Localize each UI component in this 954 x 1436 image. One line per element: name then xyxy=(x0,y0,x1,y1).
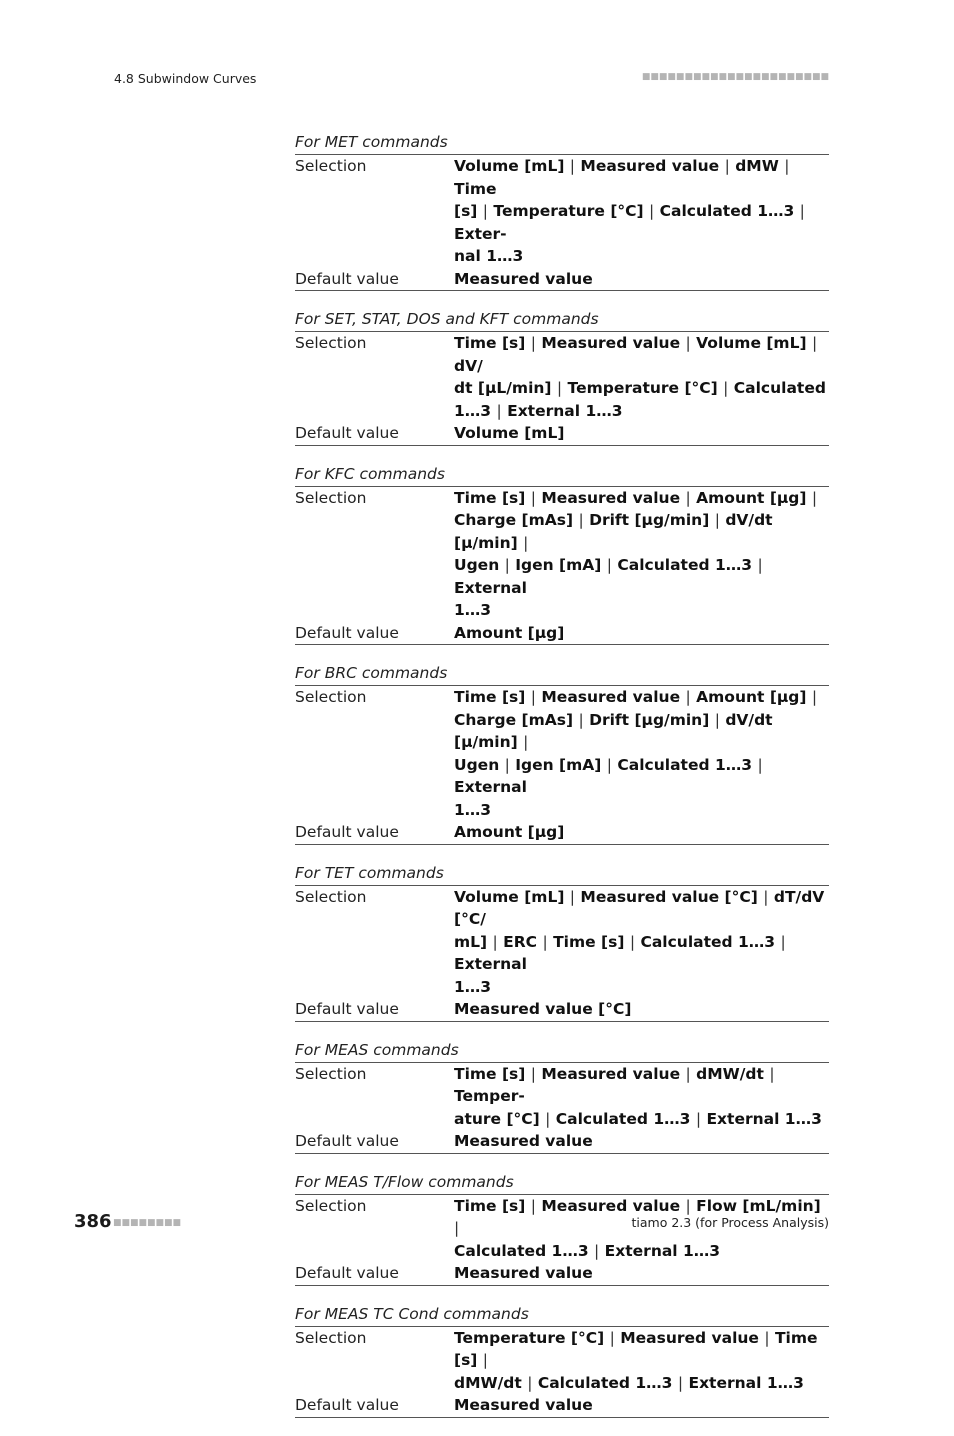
selection-line: dMW/dt | Calculated 1…3 | External 1…3 xyxy=(454,1373,804,1392)
selection-line: ature [°C] | Calculated 1…3 | External 1…3 xyxy=(454,1109,822,1128)
selection-line: 1…3 | External 1…3 xyxy=(454,401,623,420)
selection-line: Temperature [°C] | Measured value | Time [s] | xyxy=(454,1328,818,1369)
command-section xyxy=(295,863,829,1022)
selection-value xyxy=(454,487,829,622)
selection-label: Selection xyxy=(295,488,367,507)
selection-row xyxy=(295,1063,829,1131)
selection-row xyxy=(295,1327,829,1395)
selection-line: Time [s] | Measured value | Amount [µg] | xyxy=(454,488,818,507)
selection-value xyxy=(454,686,829,821)
selection-label: Selection xyxy=(295,1064,367,1083)
header-dots-decoration: ■■■■■■■■■■■■■■■■■■■■■■ xyxy=(641,72,829,82)
command-section xyxy=(295,132,829,291)
default-row xyxy=(295,998,829,1022)
selection-line: [s] | Temperature [°C] | Calculated 1…3 | Exter- xyxy=(454,202,805,243)
selection-row xyxy=(295,332,829,422)
selection-label: Selection xyxy=(295,157,367,175)
selection-line: Volume [mL] | Measured value [°C] | dT/dV [°C/ xyxy=(454,887,825,928)
default-label: Default value xyxy=(295,623,399,642)
selection-line: 1…3 xyxy=(454,977,492,996)
selection-value xyxy=(454,1327,829,1395)
selection-line: Time [s] | Measured value | Volume [mL] | dV/ xyxy=(454,334,818,375)
default-value: Measured value [°C] xyxy=(454,1000,632,1018)
selection-line: nal 1…3 xyxy=(454,247,524,265)
default-value: Measured value xyxy=(454,1132,593,1150)
selection-value xyxy=(454,155,829,268)
selection-line: Ugen | Igen [mA] | Calculated 1…3 | External xyxy=(454,755,763,796)
section-title: For SET, STAT, DOS and KFT commands xyxy=(295,309,829,332)
selection-line: dt [µL/min] | Temperature [°C] | Calculated xyxy=(454,379,826,397)
selection-line: mL] | ERC | Time [s] | Calculated 1…3 | External xyxy=(454,932,786,973)
running-header-section: 4.8 Subwindow Curves xyxy=(114,71,257,86)
running-footer-product: tiamo 2.3 (for Process Analysis) xyxy=(631,1215,829,1230)
selection-line: Time [s] | Measured value | dMW/dt | Temper- xyxy=(454,1064,775,1105)
default-row xyxy=(295,622,829,646)
command-section xyxy=(295,1304,829,1418)
selection-line: Volume [mL] | Measured value | dMW | Time xyxy=(454,157,790,198)
default-value: Measured value xyxy=(454,269,593,288)
command-section xyxy=(295,309,829,446)
selection-line: Time [s] | Measured value | Amount [µg] | xyxy=(454,688,818,706)
command-section xyxy=(295,663,829,845)
default-value: Measured value xyxy=(454,1396,593,1414)
selection-value xyxy=(454,886,829,999)
selection-row xyxy=(295,155,829,268)
section-title: For BRC commands xyxy=(295,663,829,686)
section-title: For TET commands xyxy=(295,863,829,886)
selection-line: Charge [mAs] | Drift [µg/min] | dV/dt [µ/min] | xyxy=(454,511,773,552)
section-title: For MEAS T/Flow commands xyxy=(295,1172,829,1195)
default-label: Default value xyxy=(295,823,399,841)
default-label: Default value xyxy=(295,424,399,442)
selection-row xyxy=(295,686,829,821)
default-label: Default value xyxy=(295,269,399,288)
default-row xyxy=(295,422,829,446)
command-section xyxy=(295,464,829,646)
command-section xyxy=(295,1040,829,1154)
default-row xyxy=(295,1130,829,1154)
selection-label: Selection xyxy=(295,688,367,706)
selection-label: Selection xyxy=(295,1196,367,1215)
section-title: For MEAS commands xyxy=(295,1040,829,1063)
selection-label: Selection xyxy=(295,1328,367,1347)
default-value: Volume [mL] xyxy=(454,424,565,442)
selection-line: Time [s] | Measured value | Flow [mL/min] | xyxy=(454,1196,821,1237)
page-number: 386 xyxy=(74,1211,112,1232)
default-label: Default value xyxy=(295,1396,399,1414)
default-label: Default value xyxy=(295,1132,399,1150)
section-title: For MEAS TC Cond commands xyxy=(295,1304,829,1327)
selection-label: Selection xyxy=(295,887,367,906)
selection-line: 1…3 xyxy=(454,601,492,619)
section-title: For MET commands xyxy=(295,132,829,155)
selection-line: Charge [mAs] | Drift [µg/min] | dV/dt [µ/min] | xyxy=(454,710,773,751)
parameter-tables xyxy=(295,132,829,1436)
default-row xyxy=(295,821,829,845)
selection-row xyxy=(295,487,829,622)
default-label: Default value xyxy=(295,1264,399,1282)
selection-line: Ugen | Igen [mA] | Calculated 1…3 | External xyxy=(454,556,763,597)
selection-line: 1…3 xyxy=(454,800,492,819)
selection-row xyxy=(295,886,829,999)
default-row xyxy=(295,1394,829,1418)
default-value: Measured value xyxy=(454,1264,593,1282)
selection-line: Calculated 1…3 | External 1…3 xyxy=(454,1241,721,1260)
default-row xyxy=(295,1262,829,1286)
footer-dots-decoration: ■■■■■■■■ xyxy=(113,1218,182,1228)
default-value: Amount [µg] xyxy=(454,623,565,642)
default-value: Amount [µg] xyxy=(454,823,565,841)
selection-value xyxy=(454,332,829,422)
default-label: Default value xyxy=(295,1000,399,1018)
section-title: For KFC commands xyxy=(295,464,829,487)
selection-label: Selection xyxy=(295,334,367,352)
selection-value xyxy=(454,1063,829,1131)
default-row xyxy=(295,268,829,292)
